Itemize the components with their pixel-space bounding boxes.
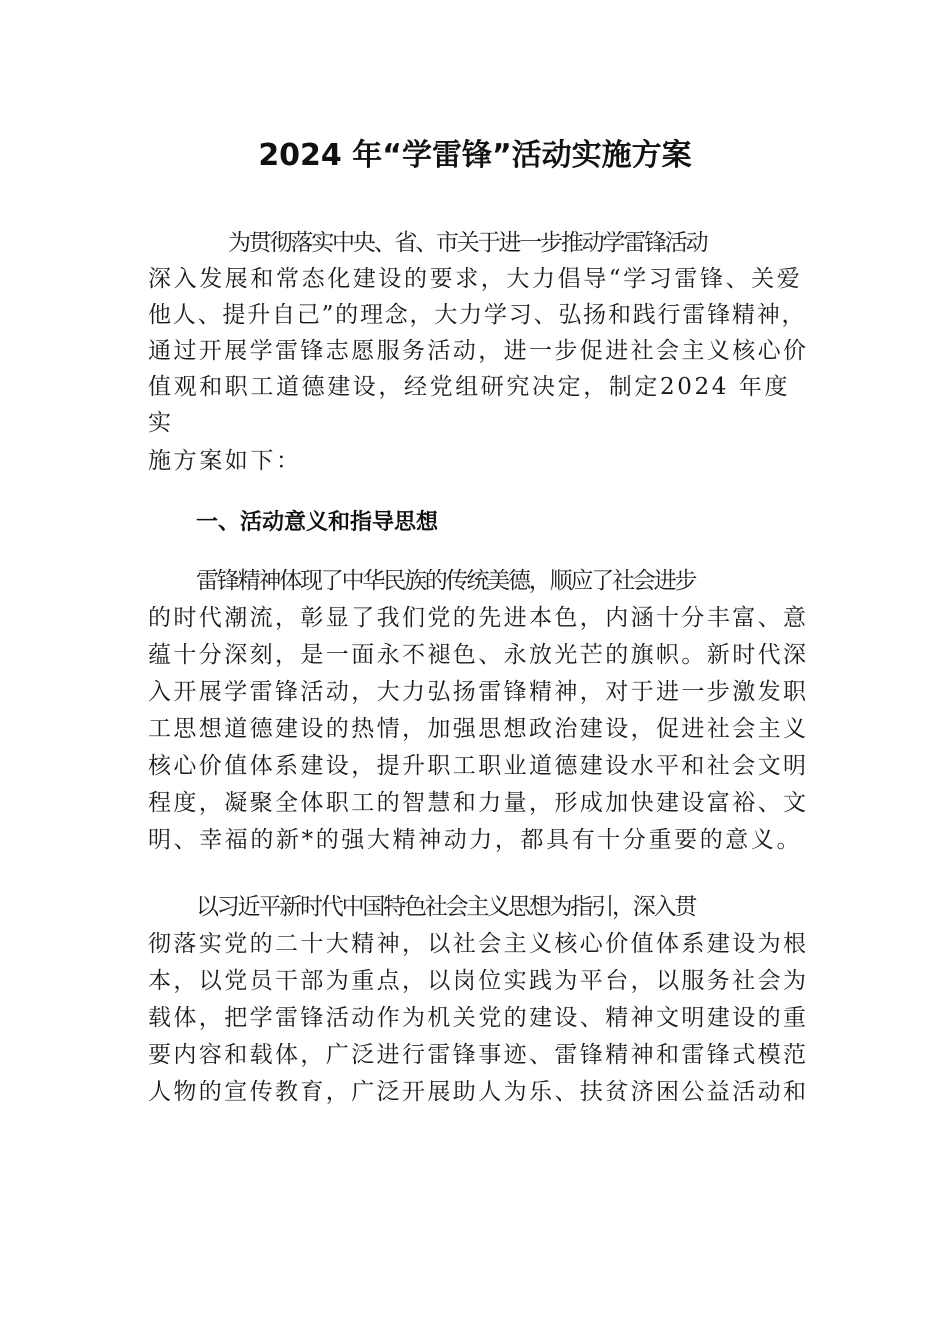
paragraph-line: 雷锋精神体现了中华民族的传统美德，顺应了社会进步 <box>196 568 696 594</box>
intro-line: 实 <box>148 410 174 436</box>
intro-line: 通过开展学雷锋志愿服务活动，进一步促进社会主义核心价 <box>148 338 809 364</box>
intro-line: 深入发展和常态化建设的要求，大力倡导“学习雷锋、关爱 <box>148 266 803 292</box>
paragraph-line: 入开展学雷锋活动，大力弘扬雷锋精神，对于进一步激发职 <box>148 679 809 705</box>
paragraph-line: 要内容和载体，广泛进行雷锋事迹、雷锋精神和雷锋式模范 <box>148 1042 809 1068</box>
paragraph-line: 程度，凝聚全体职工的智慧和力量，形成加快建设富裕、文 <box>148 790 809 816</box>
paragraph-line: 核心价值体系建设，提升职工职业道德建设水平和社会文明 <box>148 753 809 779</box>
paragraph-line: 彻落实党的二十大精神，以社会主义核心价值体系建设为根 <box>148 931 809 957</box>
paragraph-line: 人物的宣传教育，广泛开展助人为乐、扶贫济困公益活动和 <box>148 1079 809 1105</box>
paragraph-line: 的时代潮流，彰显了我们党的先进本色，内涵十分丰富、意 <box>148 605 809 631</box>
intro-line: 为贯彻落实中央、省、市关于进一步推动学雷锋活动 <box>228 230 707 256</box>
intro-line: 他人、提升自己”的理念，大力学习、弘扬和践行雷锋精神， <box>148 302 807 328</box>
paragraph-line: 以习近平新时代中国特色社会主义思想为指引，深入贯 <box>196 894 696 920</box>
section-heading: 一、活动意义和指导思想 <box>196 510 439 535</box>
paragraph-line: 本，以党员干部为重点，以岗位实践为平台，以服务社会为 <box>148 968 809 994</box>
document-title: 2024 年“学雷锋”活动实施方案 <box>258 138 692 173</box>
paragraph-line: 工思想道德建设的热情，加强思想政治建设，促进社会主义 <box>148 716 809 742</box>
paragraph-line: 明、幸福的新*的强大精神动力，都具有十分重要的意义。 <box>148 827 803 853</box>
paragraph-line: 载体，把学雷锋活动作为机关党的建设、精神文明建设的重 <box>148 1005 809 1031</box>
intro-line: 值观和职工道德建设，经党组研究决定，制定2024 年度 <box>148 374 791 400</box>
paragraph-line: 蕴十分深刻，是一面永不褪色、永放光芒的旗帜。新时代深 <box>148 642 809 668</box>
intro-line: 施方案如下： <box>148 448 302 474</box>
